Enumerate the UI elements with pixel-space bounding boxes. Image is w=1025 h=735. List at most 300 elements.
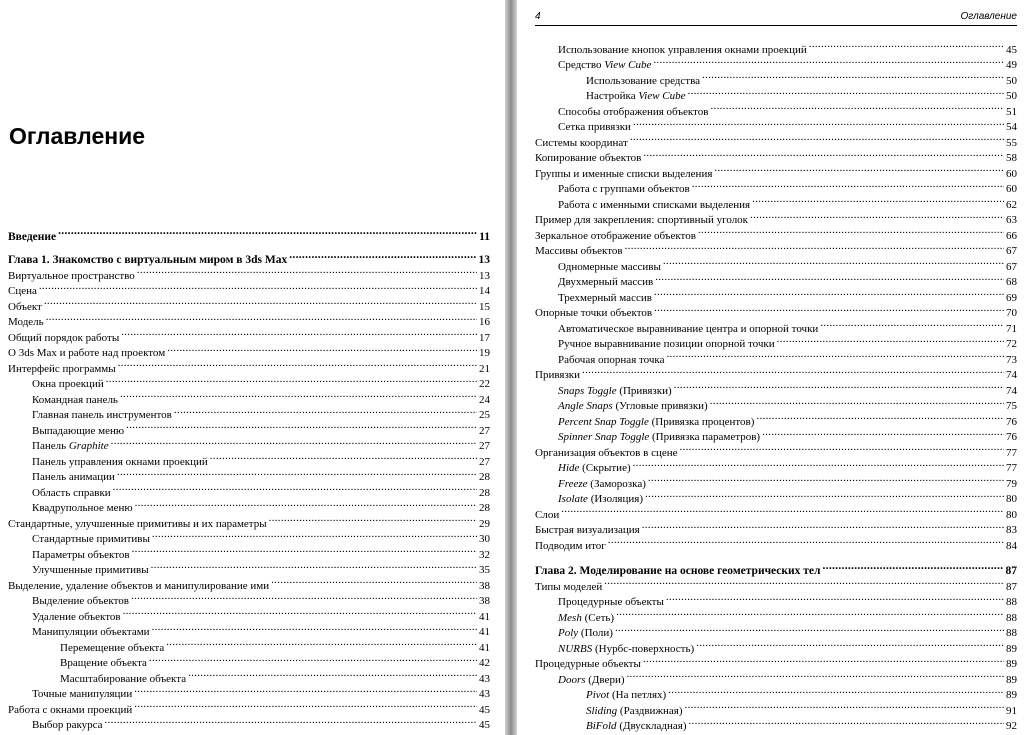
toc-entry-page: 28 — [479, 486, 490, 499]
dot-leader — [762, 425, 1004, 441]
dot-leader — [117, 465, 477, 481]
dot-leader — [118, 356, 477, 372]
toc-entry-title — [32, 718, 103, 734]
toc-entry-title-italic: Graphite — [68, 440, 109, 452]
toc-entry-page: 41 — [479, 610, 490, 623]
toc-entry-page: 88 — [1006, 627, 1017, 639]
dot-leader — [149, 651, 477, 667]
toc-entry-title — [558, 477, 646, 493]
toc-entry[interactable] — [517, 378, 1025, 397]
toc-entry[interactable] — [0, 279, 505, 295]
toc-entry-page: 13 — [479, 269, 490, 282]
toc-entry-title-text: (Двери) — [585, 673, 625, 686]
toc-entry-page: 24 — [479, 393, 490, 406]
dot-leader — [674, 378, 1004, 394]
toc-entry-page: 27 — [479, 440, 490, 452]
toc-entry-title — [558, 461, 631, 477]
toc-entry-title-text: (Поли) — [578, 627, 613, 639]
toc-entry-title-text: (Двускладная) — [616, 720, 687, 732]
dot-leader — [152, 620, 477, 636]
toc-entry-page: 73 — [1006, 353, 1017, 366]
toc-entry-title-text: Интерфейс программы — [8, 362, 116, 375]
toc-entry-page: 19 — [479, 347, 490, 359]
toc-entry-title-text: Главная панель инструментов — [32, 409, 172, 421]
toc-entry-title — [586, 719, 686, 735]
toc-entry-page: 16 — [479, 316, 490, 328]
toc-entry-page: 80 — [1006, 508, 1017, 521]
toc-entry-page: 83 — [1006, 524, 1017, 536]
toc-entry-title — [586, 89, 686, 105]
toc-entry-title-text: (Привязка параметров) — [649, 431, 761, 443]
toc-entry-title — [558, 182, 690, 198]
toc-entry-title — [8, 230, 56, 246]
dot-leader — [696, 636, 1004, 652]
dot-leader — [137, 263, 477, 279]
toc-entry-title — [535, 657, 641, 673]
toc-entry-title — [586, 688, 666, 704]
toc-entry-title — [558, 275, 653, 291]
dot-leader — [188, 666, 477, 682]
dot-leader — [134, 697, 477, 713]
toc-entry-title — [535, 151, 641, 167]
dot-leader — [166, 635, 477, 651]
toc-entry-title — [535, 167, 712, 183]
dot-leader — [131, 589, 477, 605]
toc-entry-title-text: (Заморозка) — [587, 477, 646, 490]
toc-entry-title-text: Панель управления окнами проекций — [32, 455, 208, 468]
toc-entry-title-italic: Freeze — [558, 477, 588, 490]
dot-leader — [616, 605, 1004, 621]
dot-leader — [58, 224, 477, 240]
toc-entry-title-text: Стандартные примитивы — [32, 533, 150, 545]
toc-entry-title — [558, 58, 651, 74]
toc-entry-title-italic: Doors — [558, 673, 586, 686]
dot-leader — [645, 487, 1004, 503]
toc-entry-title-text: Работа с группами объектов — [558, 183, 690, 195]
toc-list-right — [517, 37, 1025, 732]
toc-entry-title-text: Средство — [558, 59, 605, 71]
toc-entry-title — [8, 362, 116, 378]
toc-entry-title-text: Трехмерный массив — [558, 291, 652, 304]
dot-leader — [132, 542, 477, 558]
dot-leader — [151, 558, 477, 574]
toc-entry-title-text: Типы моделей — [535, 580, 603, 593]
toc-entry-title-text: Способы отображения объектов — [558, 105, 709, 118]
dot-leader — [126, 418, 477, 434]
dot-leader — [668, 683, 1004, 699]
toc-entry-page: 74 — [1006, 369, 1017, 381]
toc-entry-title-text: Окна проекций — [32, 378, 104, 390]
toc-entry-title-text: Сцена — [8, 285, 37, 297]
toc-entry-page: 42 — [479, 657, 490, 669]
dot-leader — [822, 559, 1003, 575]
toc-entry-title-text: Автоматическое выравнивание центра и опорной точки — [558, 322, 819, 335]
toc-entry-page: 43 — [479, 688, 490, 700]
toc-entry-title-text: (Скрытие) — [579, 462, 631, 474]
toc-entry-title-text: Настройка — [586, 90, 639, 102]
toc-entry-page: 63 — [1006, 214, 1017, 226]
toc-entry-title-text: Выделение объектов — [32, 595, 129, 607]
dot-leader — [633, 456, 1004, 472]
toc-entry-title-text: (Сеть) — [581, 611, 615, 624]
toc-entry-title-text: Точные манипуляции — [32, 688, 133, 700]
dot-leader — [643, 146, 1004, 162]
toc-entry-title — [558, 399, 708, 415]
toc-entry-page: 91 — [1006, 704, 1017, 717]
dot-leader — [663, 254, 1004, 270]
toc-entry-title-italic: Spinner Snap Toggle — [558, 431, 650, 443]
dot-leader — [698, 223, 1004, 239]
toc-entry-page: 32 — [479, 548, 490, 561]
toc-entry-title — [558, 291, 652, 307]
toc-entry-title-text: Зеркальное отображение объектов — [535, 229, 696, 242]
toc-entry[interactable] — [0, 224, 505, 243]
toc-entry-title-text: Опорные точки объектов — [535, 307, 653, 319]
toc-entry-title-text: Командная панель — [32, 393, 118, 406]
toc-entry-page: 77 — [1006, 446, 1017, 459]
toc-entry-title-text: Объект — [8, 300, 42, 313]
toc-entry-title — [535, 306, 652, 322]
toc-entry-title — [32, 625, 150, 641]
dot-leader — [625, 239, 1004, 255]
toc-entry-title-text: Рабочая опорная точка — [558, 353, 665, 366]
toc-entry-title — [558, 415, 754, 431]
toc-entry-title-italic: BiFold — [586, 720, 617, 732]
toc-entry-title-italic: Isolate — [558, 493, 588, 505]
toc-entry-title-text: Квадрупольное меню — [32, 502, 133, 514]
dot-leader — [710, 99, 1004, 115]
toc-entry[interactable] — [517, 37, 1025, 56]
toc-entry-title-text: Быстрая визуализация — [535, 524, 640, 536]
toc-entry-page: 41 — [479, 626, 490, 638]
toc-entry-title — [558, 673, 625, 689]
toc-entry-title-text: Ручное выравнивание позиции опорной точки — [558, 338, 775, 350]
dot-leader — [604, 574, 1004, 590]
toc-entry-title-italic: Poly — [558, 627, 579, 639]
toc-entry-page: 43 — [479, 672, 490, 685]
toc-entry-page: 80 — [1006, 493, 1017, 505]
toc-entry-title-italic: Angle Snaps — [558, 400, 613, 412]
dot-leader — [210, 449, 477, 465]
toc-entry-title-text: Системы координат — [535, 136, 628, 149]
dot-leader — [688, 84, 1004, 100]
dot-leader — [654, 285, 1004, 301]
dot-leader — [756, 409, 1004, 425]
dot-leader — [135, 496, 477, 512]
toc-entry-title-text: Глава 2. Моделирование на основе геометрических тел — [535, 565, 821, 577]
toc-entry-page: 67 — [1006, 245, 1017, 257]
toc-entry-page: 58 — [1006, 152, 1017, 164]
toc-entry-title-text: Панель анимации — [32, 471, 115, 483]
toc-entry-page: 45 — [1006, 43, 1017, 56]
toc-entry-title-italic: Percent Snap Toggle — [558, 415, 649, 428]
dot-leader — [582, 363, 1004, 379]
toc-entry-title-text: Процедурные объекты — [535, 658, 641, 670]
toc-entry-title-italic: Snaps Toggle — [558, 384, 617, 397]
toc-entry-title — [535, 368, 580, 384]
toc-entry-page: 49 — [1006, 59, 1017, 71]
toc-entry-title-text: Работа с окнами проекций — [8, 703, 133, 716]
toc-entry-title — [32, 610, 121, 626]
toc-entry-title-text: Удаление объектов — [32, 610, 121, 623]
toc-entry-title-text: Выпадающие меню — [32, 424, 125, 437]
toc-entry[interactable] — [517, 518, 1025, 534]
toc-entry-title-text: (Нурбс-поверхность) — [592, 642, 695, 655]
toc-entry[interactable] — [0, 310, 505, 326]
toc-entry-page: 68 — [1006, 276, 1017, 288]
toc-entry-page: 70 — [1006, 307, 1017, 319]
toc-entry-page: 11 — [479, 230, 490, 243]
dot-leader — [105, 713, 477, 729]
toc-entry-page: 79 — [1006, 477, 1017, 490]
toc-entry-page: 88 — [1006, 596, 1017, 608]
toc-entry-page: 54 — [1006, 121, 1017, 133]
dot-leader — [627, 667, 1005, 683]
toc-entry-title-italic: Pivot — [586, 689, 610, 701]
toc-entry-title — [535, 244, 623, 260]
toc-entry-title-text: Использование кнопок управления окнами проекций — [558, 43, 807, 56]
toc-entry-title-text: Перемещение объекта — [60, 641, 165, 654]
toc-entry-page: 88 — [1006, 611, 1017, 624]
toc-entry-title-text: Группы и именные списки выделения — [535, 167, 713, 180]
toc-entry-page: 72 — [1006, 338, 1017, 350]
toc-entry[interactable] — [517, 363, 1025, 379]
toc-entry-title-text: Вращение объекта — [60, 657, 147, 669]
toc-entry-title-text: Стандартные, улучшенные примитивы и их параметры — [8, 517, 267, 530]
toc-entry-page: 13 — [478, 254, 490, 266]
dot-leader — [685, 698, 1004, 714]
dot-leader — [271, 573, 477, 589]
toc-entry-page: 66 — [1006, 229, 1017, 242]
toc-entry-title-italic: Mesh — [558, 611, 582, 624]
toc-entry-title-text: Процедурные объекты — [558, 596, 664, 608]
toc-entry-title-text: Параметры объектов — [32, 548, 130, 561]
toc-entry-page: 25 — [479, 409, 490, 421]
dot-leader — [750, 208, 1004, 224]
dot-leader — [653, 53, 1004, 69]
toc-entry-title — [558, 198, 750, 214]
toc-entry-page: 38 — [479, 595, 490, 607]
toc-entry-title-text: Общий порядок работы — [8, 331, 120, 344]
dot-leader — [633, 115, 1004, 131]
toc-entry-page: 45 — [479, 703, 490, 716]
toc-entry-title-text: Модель — [8, 316, 44, 328]
dot-leader — [666, 590, 1004, 606]
toc-entry-page: 60 — [1006, 167, 1017, 180]
toc-list-left — [0, 224, 505, 731]
toc-entry-page: 71 — [1006, 322, 1017, 335]
toc-entry-title — [558, 611, 614, 627]
toc-entry[interactable] — [0, 294, 505, 313]
toc-entry-page: 87 — [1006, 580, 1017, 593]
toc-entry-title — [32, 393, 118, 409]
toc-entry-page: 89 — [1006, 642, 1017, 655]
toc-entry-page: 51 — [1006, 105, 1017, 118]
page-number: 4 — [535, 11, 541, 22]
dot-leader — [608, 533, 1004, 549]
toc-entry-title-text: Масштабирование объекта — [60, 672, 187, 685]
toc-entry-page: 27 — [479, 455, 490, 468]
dot-leader — [615, 621, 1004, 637]
toc-entry-page: 55 — [1006, 136, 1017, 149]
toc-entry-page: 28 — [479, 502, 490, 514]
toc-entry-title-text: Глава 1. Знакомство с виртуальным миром в 3ds Max — [8, 254, 288, 266]
dot-leader — [643, 652, 1004, 668]
toc-entry-title-text: Панель — [32, 440, 69, 452]
toc-entry-title — [8, 315, 44, 331]
toc-entry-title — [60, 656, 147, 672]
dot-leader — [654, 301, 1004, 317]
toc-entry-title-text: Область справки — [32, 486, 111, 499]
toc-entry-page: 17 — [479, 331, 490, 344]
toc-entry-title-italic: Sliding — [586, 704, 618, 717]
toc-entry-title-text: Пример для закрепления: спортивный уголок — [535, 214, 749, 226]
dot-leader — [714, 161, 1004, 177]
dot-leader — [44, 294, 477, 310]
dot-leader — [692, 177, 1004, 193]
toc-entry[interactable] — [517, 559, 1025, 575]
dot-leader — [777, 332, 1004, 348]
toc-entry-title-text: Массивы объектов — [535, 245, 623, 257]
toc-entry-title — [32, 687, 132, 703]
toc-entry[interactable] — [0, 325, 505, 344]
toc-entry-page: 45 — [479, 719, 490, 731]
toc-entry-page: 84 — [1006, 539, 1017, 552]
toc-entry-title-italic: View Cube — [604, 59, 652, 71]
toc-entry-title — [32, 501, 133, 517]
toc-entry-title-text: Улучшенные примитивы — [32, 564, 149, 576]
dot-leader — [174, 403, 477, 419]
toc-entry-title-text: Выбор ракурса — [32, 719, 103, 731]
toc-entry-page: 60 — [1006, 183, 1017, 195]
toc-entry-title — [535, 580, 602, 596]
toc-entry-title-text: Двухмерный массив — [558, 276, 654, 288]
dot-leader — [167, 341, 477, 357]
toc-entry-title — [586, 704, 683, 720]
toc-entry-page: 75 — [1006, 400, 1017, 412]
toc-entry-title-italic: View Cube — [638, 90, 686, 102]
toc-entry-page: 62 — [1006, 198, 1017, 211]
dot-leader — [679, 440, 1004, 456]
dot-leader — [134, 682, 477, 698]
toc-entry-title — [32, 594, 129, 610]
toc-entry-title-text: (На петлях) — [609, 689, 667, 701]
toc-entry-page: 29 — [479, 517, 490, 530]
toc-entry-title-text: (Угловые привязки) — [612, 400, 708, 412]
toc-entry-title — [535, 539, 606, 555]
dot-leader — [113, 480, 477, 496]
toc-entry-title-text: О 3ds Max и работе над проектом — [8, 347, 166, 359]
toc-entry-page: 77 — [1006, 462, 1017, 474]
toc-entry-title — [558, 626, 613, 642]
toc-entry-title — [586, 74, 700, 90]
toc-entry-title — [32, 377, 104, 393]
toc-entry-page: 38 — [479, 579, 490, 592]
dot-leader — [123, 604, 477, 620]
toc-entry-title-text: Организация объектов в сцене — [535, 446, 678, 459]
toc-entry-title-text: (Привязки) — [616, 384, 672, 397]
dot-leader — [289, 248, 476, 264]
toc-entry-page: 30 — [479, 533, 490, 545]
toc-entry-page: 35 — [479, 564, 490, 576]
dot-leader — [820, 316, 1004, 332]
toc-entry-page: 41 — [479, 641, 490, 654]
toc-entry-title-italic: NURBS — [558, 642, 593, 655]
toc-entry-page: 50 — [1006, 74, 1017, 87]
dot-leader — [111, 434, 477, 450]
toc-entry-title-text: Использование средства — [586, 74, 701, 87]
dot-leader — [269, 511, 477, 527]
dot-leader — [655, 270, 1004, 286]
toc-entry-page: 89 — [1006, 658, 1017, 670]
dot-leader — [702, 68, 1004, 84]
toc-entry-title — [32, 548, 130, 564]
toc-entry-page: 76 — [1006, 415, 1017, 428]
dot-leader — [121, 325, 477, 341]
toc-entry[interactable] — [517, 502, 1025, 521]
toc-entry-page: 69 — [1006, 291, 1017, 304]
dot-leader — [106, 372, 477, 388]
toc-entry-page: 27 — [479, 424, 490, 437]
toc-entry-page: 92 — [1006, 720, 1017, 732]
toc-entry-title-text: Виртуальное пространство — [8, 269, 135, 282]
dot-leader — [710, 394, 1004, 410]
toc-entry-title-text: Манипуляции объектами — [32, 626, 150, 638]
toc-entry-title — [32, 486, 111, 502]
toc-entry-title — [535, 508, 559, 524]
toc-entry-title-text: Подводим итог — [535, 539, 606, 552]
toc-entry-page: 89 — [1006, 689, 1017, 701]
toc-entry-title-text: Копирование объектов — [535, 152, 642, 164]
toc-entry-title-text: Выделение, удаление объектов и манипулирование ими — [8, 579, 270, 592]
dot-leader — [152, 527, 477, 543]
toc-entry-title-text: Сетка привязки — [558, 121, 631, 133]
toc-entry-title — [32, 439, 109, 455]
dot-leader — [561, 502, 1004, 518]
dot-leader — [46, 310, 477, 326]
toc-entry-title-text: (Привязка процентов) — [648, 415, 755, 428]
toc-entry-title — [32, 563, 149, 579]
toc-entry-page: 22 — [479, 378, 490, 390]
toc-entry-title-text: Одномерные массивы — [558, 260, 661, 273]
toc-entry-title — [8, 300, 42, 316]
toc-entry-page: 76 — [1006, 431, 1017, 443]
toc-entry-title — [32, 470, 115, 486]
toc-entry-page: 21 — [479, 362, 490, 375]
dot-leader — [688, 714, 1004, 730]
toc-entry-page: 74 — [1006, 384, 1017, 397]
toc-entry-title — [8, 331, 119, 347]
toc-entry-title-text: Привязки — [535, 369, 581, 381]
toc-page-right — [517, 0, 1025, 735]
dot-leader — [809, 37, 1004, 53]
toc-entry-page: 50 — [1006, 90, 1017, 102]
toc-entry-title-text: (Изоляция) — [587, 493, 643, 505]
dot-leader — [648, 471, 1004, 487]
toc-entry-title — [558, 120, 631, 136]
toc-entry-title-text: Слои — [535, 508, 560, 521]
dot-leader — [642, 518, 1004, 534]
toc-entry-page: 87 — [1005, 565, 1017, 577]
page-title: Оглавление — [9, 123, 146, 149]
toc-entry-title — [558, 260, 661, 276]
toc-entry-title-text: (Раздвижная) — [617, 704, 683, 717]
toc-entry-page: 28 — [479, 471, 490, 483]
toc-entry-title — [558, 384, 672, 400]
running-head-title: Оглавление — [960, 11, 1017, 22]
toc-entry[interactable] — [0, 248, 505, 264]
toc-entry-page: 67 — [1006, 260, 1017, 273]
